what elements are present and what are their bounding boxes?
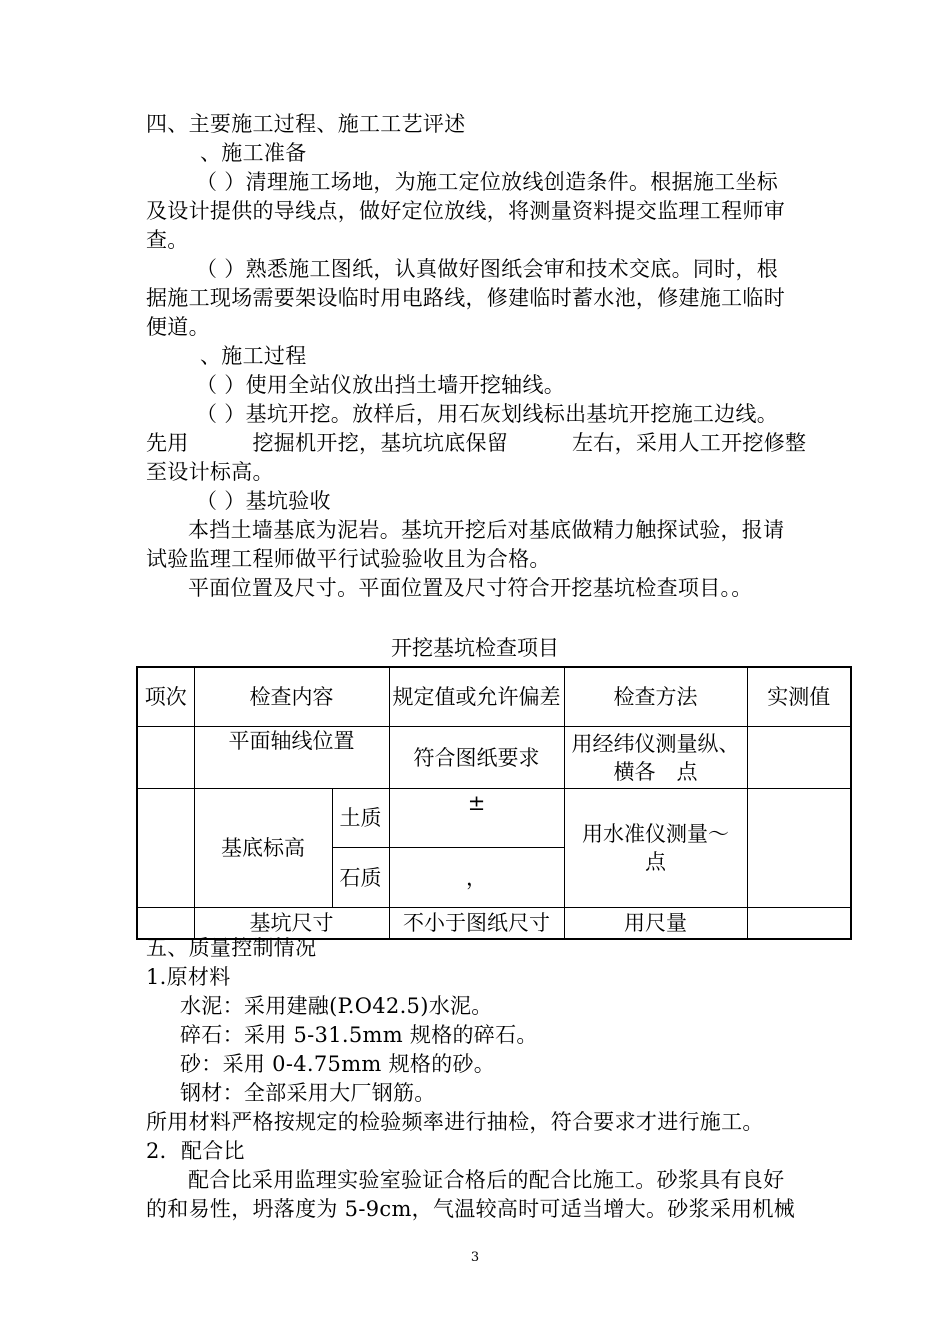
paragraph-line: （ ）使用全站仪放出挡土墙开挖轴线。 bbox=[196, 373, 566, 397]
paragraph-line: 砂：采用 0-4.75mm 规格的砂。 bbox=[180, 1052, 496, 1076]
cell-method: 用水准仪测量～ 点 bbox=[564, 788, 747, 907]
cell-subtype-soil: 土质 bbox=[332, 788, 389, 847]
paragraph-line: 水泥：采用建融(P.O42.5)水泥。 bbox=[180, 994, 493, 1018]
paragraph-line: 据施工现场需要架设临时用电路线，修建临时蓄水池，修建施工临时 bbox=[146, 286, 785, 310]
paragraph-line: 配合比采用监理实验室验证合格后的配合比施工。砂浆具有良好 bbox=[188, 1168, 785, 1192]
cell-spec: 不小于图纸尺寸 bbox=[389, 907, 564, 939]
paragraph-line: 试验监理工程师做平行试验验收且为合格。 bbox=[146, 547, 551, 571]
paragraph-line: 平面位置及尺寸。平面位置及尺寸符合开挖基坑检查项目。。 bbox=[188, 576, 753, 600]
paragraph-line: 碎石：采用 5-31.5mm 规格的碎石。 bbox=[180, 1023, 538, 1047]
paragraph-line: （ ）基坑验收 bbox=[196, 489, 331, 513]
cell-content: 基坑尺寸 bbox=[194, 907, 389, 939]
subheading-process: 、施工过程 bbox=[200, 344, 307, 368]
cell-spec-soil: ± bbox=[389, 788, 564, 847]
cell-method: 用尺量 bbox=[564, 907, 747, 939]
paragraph-line: 及设计提供的导线点，做好定位放线，将测量资料提交监理工程师审 bbox=[146, 199, 785, 223]
inspection-table bbox=[136, 666, 852, 940]
table-header-row bbox=[137, 667, 851, 727]
header-spec: 规定值或允许偏差 bbox=[389, 667, 564, 727]
paragraph-line: 便道。 bbox=[146, 315, 210, 339]
header-method: 检查方法 bbox=[564, 667, 747, 727]
cell-method: 用经纬仪测量纵、横各 点 bbox=[564, 727, 747, 788]
paragraph-line: 本挡土墙基底为泥岩。基坑开挖后对基底做精力触探试验，报请 bbox=[188, 518, 785, 542]
paragraph-line: 的和易性，坍落度为 5-9cm，气温较高时可适当增大。砂浆采用机械 bbox=[146, 1197, 796, 1221]
paragraph-line: 先用 挖掘机开挖，基坑坑底保留 左右，采用人工开挖修整 bbox=[146, 431, 807, 455]
cell-item-no bbox=[137, 727, 194, 788]
cell-measured bbox=[747, 788, 851, 907]
paragraph-line: （ ）基坑开挖。放样后，用石灰划线标出基坑开挖施工边线。 bbox=[196, 402, 779, 426]
table-row bbox=[137, 727, 851, 788]
cell-measured bbox=[747, 907, 851, 939]
cell-spec-rock: ， bbox=[389, 848, 564, 907]
section-heading-5: 五、质量控制情况 bbox=[146, 936, 317, 960]
header-measured: 实测值 bbox=[747, 667, 851, 727]
paragraph-line: （ ）熟悉施工图纸，认真做好图纸会审和技术交底。同时，根 bbox=[196, 257, 779, 281]
cell-subtype-rock: 石质 bbox=[332, 848, 389, 907]
paragraph-line: 所用材料严格按规定的检验频率进行抽检，符合要求才进行施工。 bbox=[146, 1110, 764, 1134]
paragraph-line: 至设计标高。 bbox=[146, 460, 274, 484]
cell-measured bbox=[747, 727, 851, 788]
paragraph-line: （ ）清理施工场地，为施工定位放线创造条件。根据施工坐标 bbox=[196, 170, 779, 194]
paragraph-line: 钢材：全部采用大厂钢筋。 bbox=[180, 1081, 436, 1105]
subheading-mix-ratio: 2．配合比 bbox=[146, 1139, 245, 1163]
section-heading-4: 四、主要施工过程、施工工艺评述 bbox=[146, 112, 466, 136]
paragraph-line: 查。 bbox=[146, 228, 189, 252]
subheading-materials: 1.原材料 bbox=[146, 965, 231, 989]
cell-content: 基底标高 bbox=[194, 788, 332, 907]
table-row bbox=[137, 788, 851, 847]
cell-content: 平面轴线位置 bbox=[194, 727, 389, 788]
header-item-no: 项次 bbox=[137, 667, 194, 727]
page-number: 3 bbox=[470, 1250, 480, 1265]
cell-item-no bbox=[137, 788, 194, 907]
table-caption: 开挖基坑检查项目 bbox=[391, 636, 559, 660]
header-content: 检查内容 bbox=[194, 667, 389, 727]
subheading-preparation: 、施工准备 bbox=[200, 141, 307, 165]
cell-spec: 符合图纸要求 bbox=[389, 727, 564, 788]
